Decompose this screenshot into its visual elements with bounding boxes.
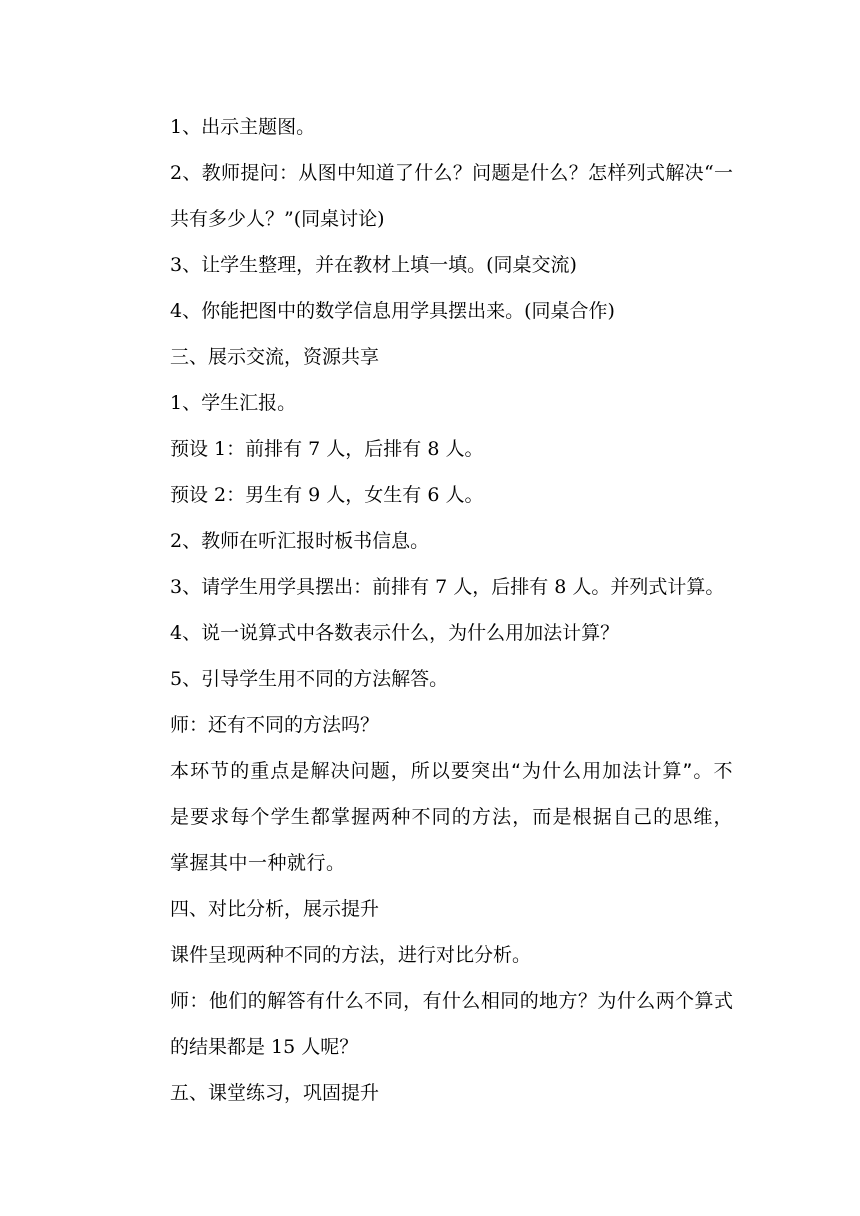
- paragraph-board-writing: 2、教师在听汇报时板书信息。: [170, 530, 430, 552]
- section-heading-5: 五、课堂练习，巩固提升: [170, 1082, 380, 1104]
- section-heading-3: 三、展示交流，资源共享: [170, 346, 380, 368]
- paragraph-different-methods: 5、引导学生用不同的方法解答。: [170, 668, 449, 690]
- paragraph-explain-addition: 4、说一说算式中各数表示什么，为什么用加法计算？: [170, 622, 620, 644]
- paragraph-courseware-compare: 课件呈现两种不同的方法，进行对比分析。: [170, 944, 532, 966]
- paragraph-fill-in-textbook: 3、让学生整理，并在教材上填一填。(同桌交流): [170, 254, 577, 276]
- paragraph-show-theme-image: 1、出示主题图。: [170, 116, 316, 138]
- paragraph-focus-note: 本环节的重点是解决问题，所以要突出“为什么用加法计算”。不是要求每个学生都掌握两种不同的方法，而是根据自己的思维，掌握其中一种就行。: [170, 760, 733, 874]
- paragraph-teacher-other-methods: 师：还有不同的方法吗？: [170, 714, 380, 736]
- paragraph-student-report: 1、学生汇报。: [170, 392, 297, 414]
- paragraph-preset-2: 预设 2：男生有 9 人，女生有 6 人。: [170, 484, 484, 506]
- section-heading-4: 四、对比分析，展示提升: [170, 898, 380, 920]
- paragraph-teacher-compare-question: 师：他们的解答有什么不同，有什么相同的地方？为什么两个算式的结果都是 15 人呢？: [170, 990, 733, 1058]
- paragraph-teacher-question: 2、教师提问：从图中知道了什么？问题是什么？怎样列式解决“一共有多少人？”(同桌讨论): [170, 162, 733, 230]
- paragraph-preset-1: 预设 1：前排有 7 人，后排有 8 人。: [170, 438, 484, 460]
- paragraph-use-learning-tools: 4、你能把图中的数学信息用学具摆出来。(同桌合作): [170, 300, 615, 322]
- paragraph-arrange-and-calculate: 3、请学生用学具摆出：前排有 7 人，后排有 8 人。并列式计算。: [170, 576, 725, 598]
